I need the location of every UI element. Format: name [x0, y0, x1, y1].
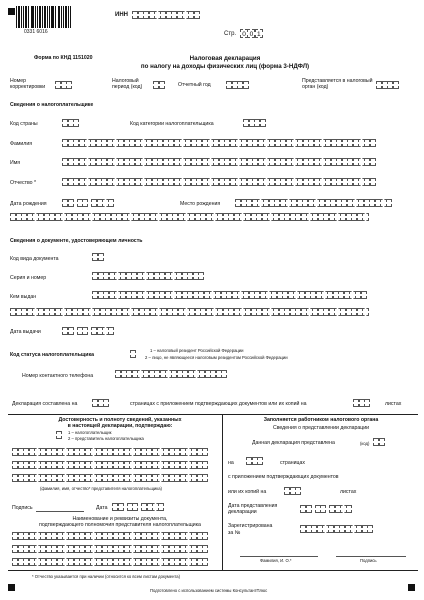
pages-cells[interactable] [92, 399, 109, 407]
representative-fio-row3[interactable] [12, 474, 208, 482]
inn-label: ИНН [115, 12, 128, 18]
confirm-opt-1: 1 – налогоплательщик [68, 430, 112, 435]
doc-code-label: Код вида документа [10, 256, 59, 262]
presented-label: Данная декларация представлена [252, 440, 335, 446]
phone-label: Номер контактного телефона [22, 373, 94, 379]
correction-cells[interactable] [55, 81, 72, 89]
confirm-title-2: в настоящей декларации, подтверждаю: [67, 423, 173, 429]
issue-date-label: Дата выдачи [10, 329, 41, 335]
presented-code-cells[interactable] [373, 438, 384, 446]
phone-cells[interactable] [115, 370, 227, 378]
sign-line [36, 511, 84, 512]
sign-label: Подпись [12, 505, 33, 511]
office-fio-caption: Фамилия, И. О.* [260, 558, 292, 563]
corner-marker [8, 8, 15, 15]
status-label: Код статуса налогоплательщика [10, 352, 94, 358]
year-cells[interactable] [226, 81, 248, 89]
lower-block-divider [222, 414, 223, 570]
date-presented-label-1: Дата представления [228, 503, 278, 509]
series-cells[interactable] [92, 272, 204, 280]
sign-date-cells[interactable] [112, 503, 164, 511]
doc-title-1: Наименование и реквизиты документа, [72, 516, 168, 522]
confirm-title-1: Достоверность и полноту сведений, указанных [58, 417, 182, 423]
page-number-cells [240, 29, 263, 38]
office-sheets-cells[interactable] [284, 487, 301, 495]
birth-place-cells[interactable] [235, 199, 392, 207]
corner-marker [8, 584, 15, 591]
period-cells[interactable] [153, 81, 164, 89]
authority-cells[interactable] [376, 81, 398, 89]
surname-label: Фамилия [10, 141, 33, 147]
office-signature-caption: Подпись [360, 558, 377, 563]
pages-middle: страницах с приложением подтверждающих документов или их копий на [130, 401, 307, 407]
taxpayer-section-title: Сведения о налогоплательщике [10, 102, 94, 108]
category-cells[interactable] [243, 119, 265, 127]
pages-suffix: листах [385, 401, 402, 407]
patronymic-label: Отчество * [10, 180, 37, 186]
doc-code-cells[interactable] [92, 253, 103, 261]
series-label: Серия и номер [10, 275, 47, 281]
representative-fio-row2[interactable] [12, 461, 208, 469]
name-label: Имя [10, 160, 21, 166]
date-presented-cells[interactable] [300, 505, 352, 513]
page-label: Стр. [224, 31, 237, 37]
correction-label: Номер корректировки [10, 78, 46, 90]
corner-marker [408, 584, 415, 591]
confirm-who-cell[interactable] [56, 431, 62, 439]
category-label: Код категории налогоплательщика [130, 121, 214, 127]
office-block-subtitle: Сведения о представлении декларации [272, 425, 370, 431]
country-label: Код страны [10, 121, 38, 127]
birth-place-cells-row2[interactable] [10, 213, 368, 221]
issued-by-label: Кем выдан [10, 294, 37, 300]
pages-prefix: Декларация составлена на [12, 401, 78, 407]
page-digit: 1 [255, 29, 263, 38]
footnote: * Отчество указывается при наличии (относится ко всем листам документа) [32, 574, 180, 579]
form-title-line2: по налогу на доходы физических лиц (форма 3-НДФЛ) [140, 63, 310, 70]
page-digit: 0 [247, 29, 255, 38]
registered-label-1: Зарегистрирована [228, 523, 273, 529]
fio-caption: (фамилия, имя, отчество* представителя налогоплательщика) [40, 486, 162, 491]
signature-line [336, 556, 406, 557]
barcode [16, 6, 74, 28]
with-docs-label: с приложением подтверждающих документов [228, 474, 339, 480]
representative-fio-row1[interactable] [12, 448, 208, 456]
registered-label-2: за № [228, 530, 241, 536]
patronymic-cells[interactable] [62, 178, 375, 186]
doc-title-2: подтверждающего полномочия представителя налогоплательщика [39, 522, 201, 528]
name-cells[interactable] [62, 158, 375, 166]
country-cells[interactable] [62, 119, 79, 127]
status-option-1: 1 – налоговый резидент Российской Федерации [150, 348, 244, 353]
form-id: Форма по КНД 1151020 [34, 55, 93, 61]
authority-doc-row2[interactable] [12, 545, 208, 553]
office-pages-cells[interactable] [246, 457, 263, 465]
presented-code-caption: (код) [360, 441, 370, 446]
registered-number-cells[interactable] [300, 525, 373, 533]
issue-date-cells[interactable] [62, 327, 114, 335]
page-digit: 0 [240, 29, 248, 38]
confirm-opt-2: 2 – представитель налогоплательщика [68, 436, 144, 441]
on-label: на [228, 460, 234, 466]
status-cell[interactable] [130, 350, 136, 358]
sheets-cells[interactable] [353, 399, 370, 407]
lower-block-top-border [8, 414, 418, 415]
status-option-2: 2 – лицо, не являющееся налоговым резидентом Российской Федерации [145, 355, 288, 360]
birth-place-label: Место рождения [180, 201, 221, 207]
surname-cells[interactable] [62, 139, 375, 147]
sheets-label: листах [340, 489, 357, 495]
lower-block-bottom-border [8, 570, 418, 571]
inn-cells[interactable] [132, 11, 199, 19]
authority-label: Представляется в налоговый орган (код) [302, 78, 373, 90]
authority-doc-row1[interactable] [12, 532, 208, 540]
form-title-line1: Налоговая декларация [189, 55, 261, 62]
date-presented-label-2: декларации [228, 509, 257, 515]
date-label: Дата [96, 505, 108, 511]
period-label: Налоговый период (код) [112, 78, 143, 90]
birth-date-cells[interactable] [62, 199, 114, 207]
office-block-title: Заполняется работником налогового органа [263, 417, 379, 423]
identity-section-title: Сведения о документе, удостоверяющем личность [10, 238, 143, 244]
or-copies-label: или их копий на [228, 489, 267, 495]
issued-by-cells-row1[interactable] [92, 291, 366, 299]
fio-sign-line [240, 556, 318, 557]
year-label: Отчетный год [178, 82, 211, 88]
issued-by-cells-row2[interactable] [10, 308, 368, 316]
barcode-number: 0331 6016 [24, 29, 48, 35]
footer-note: Подготовлено с использованием системы КонсультантПлюс [150, 588, 268, 593]
authority-doc-row3[interactable] [12, 558, 208, 566]
pages-label: страницах [280, 460, 305, 466]
birth-date-label: Дата рождения [10, 201, 47, 207]
